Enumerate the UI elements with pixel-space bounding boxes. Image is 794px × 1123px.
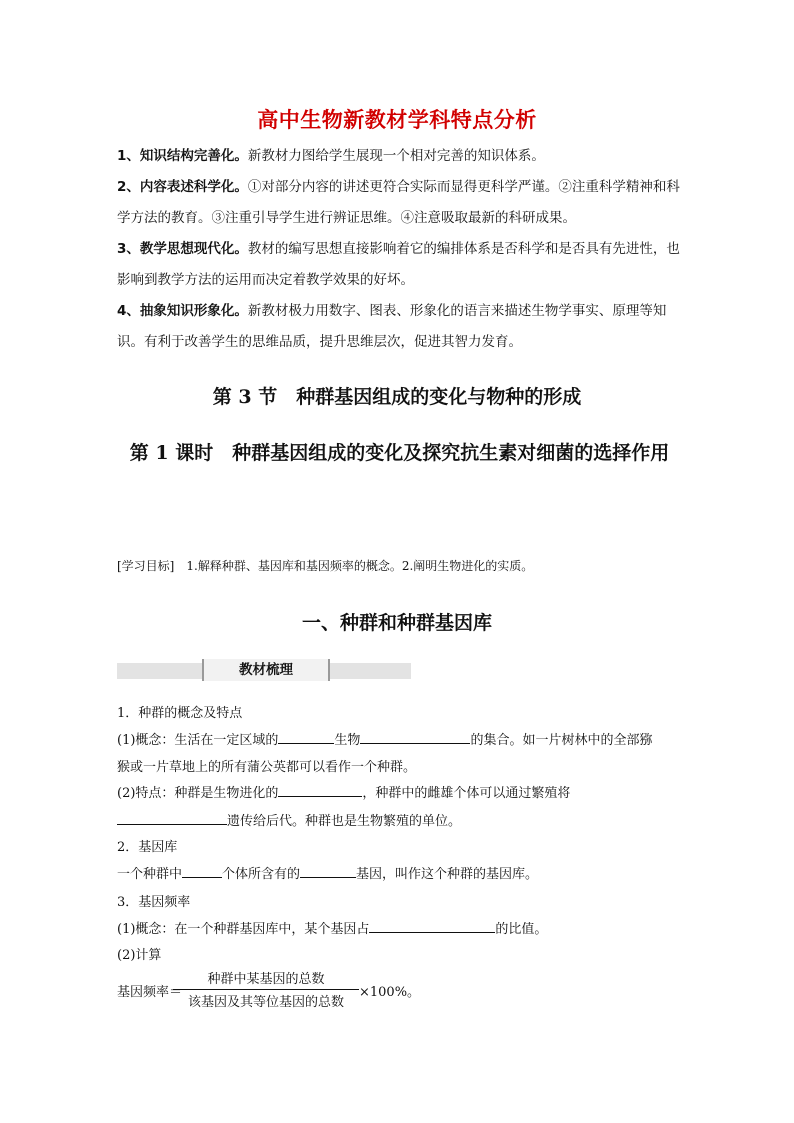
fill-blank[interactable]: [182, 865, 222, 878]
heading-gene-pool: 2．基因库: [117, 840, 178, 855]
intro-point-3-label: 3、教学思想现代化。: [117, 241, 248, 257]
formula-suffix: ×100%。: [359, 985, 421, 1000]
intro-point-3: [117, 234, 682, 296]
text-segment: 个体所含有的: [222, 867, 301, 882]
line-gene-pool-definition: [117, 863, 538, 882]
intro-point-1: [117, 141, 682, 172]
section-title: 第 3 节 种群基因组成的变化与物种的形成: [212, 386, 582, 408]
fill-blank[interactable]: [278, 784, 362, 797]
lesson-title: 第 1 课时 种群基因组成的变化及探究抗生素对细菌的选择作用: [129, 442, 670, 464]
fill-blank[interactable]: [300, 865, 356, 878]
intro-point-1-label: 1、知识结构完善化。: [117, 148, 248, 164]
text-segment: (1)概念：在一个种群基因库中，某个基因占: [117, 922, 370, 937]
line-gene-frequency-concept: [117, 918, 547, 937]
text-segment: (1)概念：生活在一定区域的: [117, 733, 279, 748]
text-segment: 遗传给后代。种群也是生物繁殖的单位。: [227, 814, 462, 829]
fill-blank[interactable]: [117, 812, 227, 825]
formula-label: 基因频率＝: [117, 985, 183, 1000]
heading-population: 1．种群的概念及特点: [117, 706, 243, 721]
text-segment: 一个种群中: [117, 867, 183, 882]
text-segment: 生物: [334, 733, 361, 748]
text-segment: 的比值。: [495, 922, 548, 937]
text-segment: 的集合。如一片树林中的全部猕: [470, 733, 653, 748]
text-segment: (2)特点：种群是生物进化的: [117, 786, 279, 801]
intro-point-4: [117, 296, 682, 358]
line-population-concept: [117, 729, 652, 748]
line-population-feature-cont: [117, 810, 461, 829]
gene-frequency-formula: [117, 968, 437, 1012]
intro-point-2-label: 2、内容表述科学化。: [117, 179, 248, 195]
intro-point-3-text: 教材的编写思想直接影响着它的编排体系是否科学和是否具有先进性，也影响到教学方法的运用而决定着教学效果的好坏。: [117, 241, 680, 288]
intro-point-4-text: 新教材极力用数字、图表、形象化的语言来描述生物学事实、原理等知识。有利于改善学生的思维品质，提升思维层次，促进其智力发育。: [117, 303, 667, 350]
fill-blank[interactable]: [369, 920, 495, 933]
intro-point-2-text: ①对部分内容的讲述更符合实际而显得更科学严谨。②注重科学精神和科学方法的教育。③注重引导学生进行辨证思维。④注意吸取最新的科研成果。: [117, 179, 680, 226]
learning-objectives: [学习目标] 1.解释种群、基因库和基因频率的概念。2.阐明生物进化的实质。: [117, 559, 534, 573]
page-header-title: 高中生物新教材学科特点分析: [257, 108, 537, 132]
text-segment: ，种群中的雌雄个体可以通过繁殖将: [362, 786, 571, 801]
heading-gene-frequency: 3．基因频率: [117, 895, 191, 910]
section-bar-label: 教材梳理: [202, 659, 330, 681]
line-gene-frequency-calc: (2)计算: [117, 948, 162, 963]
intro-point-4-label: 4、抽象知识形象化。: [117, 303, 248, 319]
formula-numerator: 种群中某基因的总数: [207, 972, 325, 987]
line-population-example: 猴或一片草地上的所有蒲公英都可以看作一个种群。: [117, 760, 417, 775]
intro-block: [117, 141, 682, 358]
text-segment: 基因，叫作这个种群的基因库。: [356, 867, 539, 882]
fill-blank[interactable]: [278, 731, 334, 744]
part-title: 一、种群和种群基因库: [301, 612, 492, 634]
intro-point-1-text: 新教材力图给学生展现一个相对完善的知识体系。: [247, 148, 545, 164]
line-population-feature: [117, 782, 570, 801]
fraction-bar: [173, 989, 359, 990]
fill-blank[interactable]: [360, 731, 470, 744]
formula-denominator: 该基因及其等位基因的总数: [187, 995, 344, 1010]
intro-point-2: [117, 172, 682, 234]
